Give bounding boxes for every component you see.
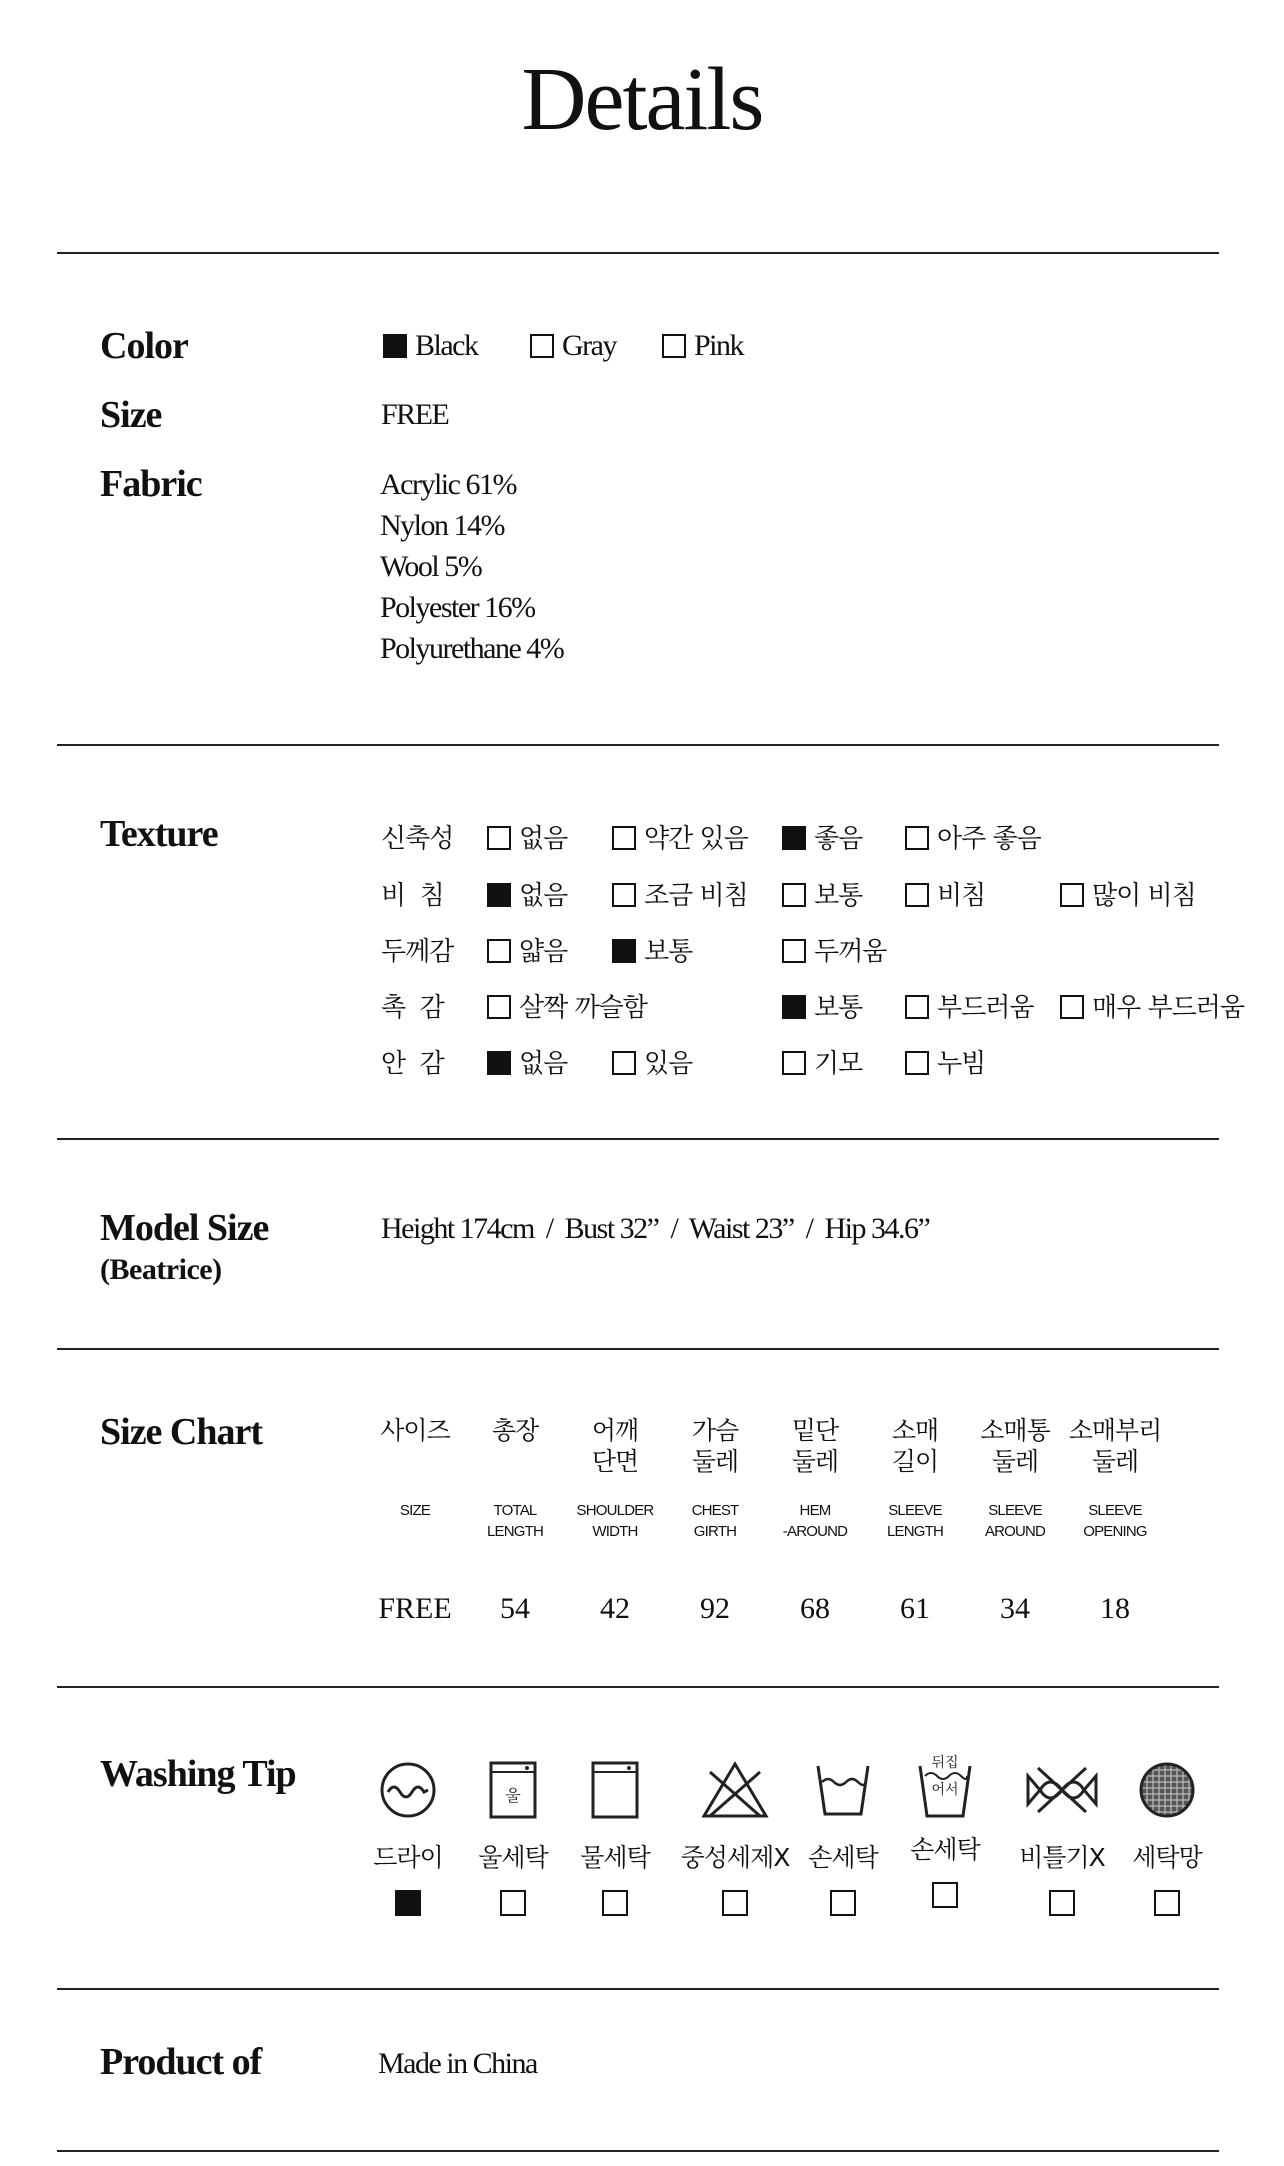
texture-option-label: 보통 — [814, 993, 863, 1023]
size-chart-column — [365, 1415, 465, 1446]
texture-option-label: 보통 — [814, 881, 863, 911]
texture-option[interactable] — [782, 931, 886, 968]
texture-label: Texture — [100, 813, 218, 855]
column-header-en: SLEEVE AROUND — [984, 1502, 1046, 1540]
checkbox[interactable] — [612, 826, 636, 850]
texture-option[interactable] — [1060, 875, 1196, 912]
texture-option-label: 기모 — [814, 1049, 863, 1079]
checkbox[interactable] — [905, 1051, 929, 1075]
checkbox[interactable] — [383, 334, 407, 358]
texture-option-label: 조금 비침 — [644, 881, 748, 911]
checkbox[interactable] — [1154, 1890, 1180, 1916]
checkbox[interactable] — [932, 1882, 958, 1908]
laundry-net-icon — [1137, 1760, 1197, 1820]
texture-option-label: 살짝 까슬함 — [519, 993, 647, 1023]
checkbox[interactable] — [782, 995, 806, 1019]
product-of-label: Product of — [100, 2041, 262, 2083]
size-chart-value: 42 — [600, 1592, 630, 1625]
checkbox[interactable] — [782, 826, 806, 850]
column-header-en: SIZE — [399, 1502, 431, 1519]
size-chart-column — [465, 1415, 565, 1446]
fabric-label: Fabric — [100, 463, 202, 505]
washing-label: 비틀기X — [1019, 1843, 1105, 1872]
column-header-en: HEM -AROUND — [782, 1502, 848, 1540]
svg-text:어서: 어서 — [931, 1782, 959, 1798]
divider — [57, 1138, 1219, 1140]
fabric-item: Acrylic 61% — [380, 468, 516, 501]
checkbox[interactable] — [1060, 883, 1084, 907]
texture-row-name: 두께감 — [381, 937, 454, 967]
checkbox[interactable] — [602, 1890, 628, 1916]
texture-option-label: 얇음 — [519, 937, 568, 967]
inside-out-wash-icon — [915, 1752, 975, 1820]
size-chart-column — [565, 1415, 665, 1477]
size-chart-column — [1065, 1415, 1165, 1477]
divider — [57, 1686, 1219, 1688]
washing-label: 울세탁 — [478, 1843, 548, 1872]
checkbox[interactable] — [662, 334, 686, 358]
checkbox[interactable] — [612, 883, 636, 907]
column-header-kr: 소매부리 둘레 — [1068, 1416, 1162, 1476]
texture-option[interactable] — [905, 987, 1033, 1024]
checkbox[interactable] — [905, 826, 929, 850]
texture-option-label: 아주 좋음 — [937, 824, 1041, 854]
checkbox[interactable] — [395, 1890, 421, 1916]
texture-option-label: 누빔 — [937, 1049, 986, 1079]
texture-option-label: 많이 비침 — [1092, 881, 1196, 911]
texture-option[interactable] — [905, 875, 985, 912]
size-chart-value: 61 — [900, 1592, 930, 1625]
no-wring-icon — [1024, 1760, 1100, 1820]
checkbox[interactable] — [830, 1890, 856, 1916]
washing-item — [560, 1760, 670, 1918]
hand-wash-icon — [813, 1760, 873, 1820]
size-chart-value: FREE — [378, 1592, 452, 1625]
texture-option[interactable] — [905, 1043, 985, 1080]
washing-label: 드라이 — [373, 1843, 443, 1872]
size-chart-value: 92 — [700, 1592, 730, 1625]
checkbox[interactable] — [500, 1890, 526, 1916]
checkbox[interactable] — [612, 939, 636, 963]
svg-text:울: 울 — [505, 1786, 521, 1805]
texture-row-name: 안 감 — [381, 1049, 444, 1079]
washing-item — [1000, 1760, 1124, 1918]
texture-option[interactable] — [782, 818, 862, 855]
column-header-en: SLEEVE OPENING — [1083, 1502, 1147, 1540]
texture-option-label: 있음 — [644, 1049, 693, 1079]
size-chart-value: 18 — [1100, 1592, 1130, 1625]
size-chart-value: 68 — [800, 1592, 830, 1625]
texture-row-name: 신축성 — [381, 824, 454, 854]
texture-option[interactable] — [1060, 987, 1244, 1024]
column-header-kr: 총장 — [491, 1416, 539, 1445]
washing-item — [788, 1760, 898, 1918]
checkbox[interactable] — [530, 334, 554, 358]
washing-label: 중성세제X — [680, 1843, 790, 1872]
texture-option[interactable] — [782, 875, 862, 912]
fabric-item: Nylon 14% — [380, 509, 504, 542]
checkbox[interactable] — [905, 883, 929, 907]
size-chart-column — [765, 1415, 865, 1477]
checkbox[interactable] — [487, 995, 511, 1019]
checkbox[interactable] — [722, 1890, 748, 1916]
divider — [57, 252, 1219, 254]
model-measurements: Height 174cm / Bust 32” / Waist 23” / Hip 34.6” — [381, 1212, 930, 1245]
texture-option-label: 좋음 — [814, 824, 863, 854]
washing-item — [353, 1760, 463, 1918]
checkbox[interactable] — [487, 1051, 511, 1075]
texture-option[interactable] — [612, 875, 748, 912]
column-header-en: SHOULDER WIDTH — [576, 1502, 654, 1540]
texture-option-label: 없음 — [519, 824, 568, 854]
checkbox[interactable] — [905, 995, 929, 1019]
checkbox[interactable] — [1060, 995, 1084, 1019]
texture-option[interactable] — [612, 1043, 692, 1080]
texture-option-label: 없음 — [519, 1049, 568, 1079]
column-header-en: TOTAL LENGTH — [486, 1502, 544, 1540]
texture-option-label: 비침 — [937, 881, 986, 911]
texture-row-name: 촉 감 — [381, 993, 444, 1023]
wool-wash-icon — [483, 1760, 543, 1820]
washing-item — [1112, 1760, 1222, 1918]
texture-option[interactable] — [487, 931, 567, 968]
column-header-kr: 소매 길이 — [891, 1416, 939, 1476]
texture-option-label: 두꺼움 — [814, 937, 887, 967]
color-option-pink[interactable] — [662, 329, 743, 363]
column-header-kr: 소매통 둘레 — [980, 1416, 1050, 1476]
checkbox[interactable] — [1049, 1890, 1075, 1916]
texture-option[interactable] — [487, 987, 647, 1024]
divider — [57, 1348, 1219, 1350]
column-header-kr: 밑단 둘레 — [791, 1416, 839, 1476]
fabric-item: Polyester 16% — [380, 591, 535, 624]
washing-label: 손세탁 — [910, 1835, 980, 1864]
dry-clean-icon — [378, 1760, 438, 1820]
washing-label: 손세탁 — [808, 1843, 878, 1872]
column-header-kr: 어깨 단면 — [591, 1416, 639, 1476]
model-name: (Beatrice) — [100, 1253, 222, 1286]
size-value: FREE — [381, 398, 449, 431]
color-option-label: Black — [415, 329, 478, 362]
fabric-item: Wool 5% — [380, 550, 482, 583]
washing-item — [458, 1760, 568, 1918]
water-wash-icon — [585, 1760, 645, 1820]
checkbox[interactable] — [612, 1051, 636, 1075]
column-header-kr: 사이즈 — [380, 1416, 450, 1445]
checkbox[interactable] — [782, 1051, 806, 1075]
texture-option[interactable] — [487, 875, 567, 912]
washing-tip-label: Washing Tip — [100, 1753, 296, 1795]
checkbox[interactable] — [782, 939, 806, 963]
texture-option-label: 없음 — [519, 881, 568, 911]
texture-option[interactable] — [487, 818, 567, 855]
divider — [57, 744, 1219, 746]
column-header-kr: 가슴 둘레 — [691, 1416, 739, 1476]
color-option-gray[interactable] — [530, 329, 616, 363]
color-option-label: Pink — [694, 329, 744, 362]
texture-row-name: 비 침 — [381, 881, 444, 911]
size-chart-column — [665, 1415, 765, 1477]
texture-option-label: 보통 — [644, 937, 693, 967]
divider — [57, 1988, 1219, 1990]
washing-item — [673, 1760, 797, 1918]
texture-option[interactable] — [612, 818, 748, 855]
color-option-label: Gray — [562, 329, 616, 362]
texture-option[interactable] — [612, 931, 692, 968]
color-label: Color — [100, 325, 188, 367]
color-option-black[interactable] — [383, 329, 477, 363]
texture-option[interactable] — [905, 818, 1041, 855]
no-bleach-icon — [700, 1760, 770, 1820]
size-chart-column — [965, 1415, 1065, 1477]
fabric-item: Polyurethane 4% — [380, 632, 564, 665]
column-header-en: CHEST GIRTH — [691, 1502, 739, 1540]
checkbox[interactable] — [782, 883, 806, 907]
texture-option[interactable] — [782, 987, 862, 1024]
size-chart-column — [865, 1415, 965, 1477]
size-chart-value: 34 — [1000, 1592, 1030, 1625]
texture-option-label: 약간 있음 — [644, 824, 748, 854]
texture-option-label: 부드러움 — [937, 993, 1034, 1023]
checkbox[interactable] — [487, 883, 511, 907]
texture-option[interactable] — [782, 1043, 862, 1080]
size-chart-label: Size Chart — [100, 1411, 263, 1453]
model-size-label: Model Size — [100, 1207, 269, 1249]
size-chart-value: 54 — [500, 1592, 530, 1625]
checkbox[interactable] — [487, 826, 511, 850]
product-of-value: Made in China — [378, 2047, 537, 2080]
washing-item — [890, 1752, 1000, 1910]
column-header-en: SLEEVE LENGTH — [886, 1502, 944, 1540]
washing-label: 세탁망 — [1132, 1843, 1202, 1872]
svg-text:뒤집: 뒤집 — [931, 1755, 959, 1771]
page-title: Details — [521, 50, 763, 149]
size-label: Size — [100, 394, 162, 436]
checkbox[interactable] — [487, 939, 511, 963]
washing-label: 물세탁 — [580, 1843, 650, 1872]
divider — [57, 2150, 1219, 2152]
texture-option[interactable] — [487, 1043, 567, 1080]
texture-option-label: 매우 부드러움 — [1092, 993, 1244, 1023]
